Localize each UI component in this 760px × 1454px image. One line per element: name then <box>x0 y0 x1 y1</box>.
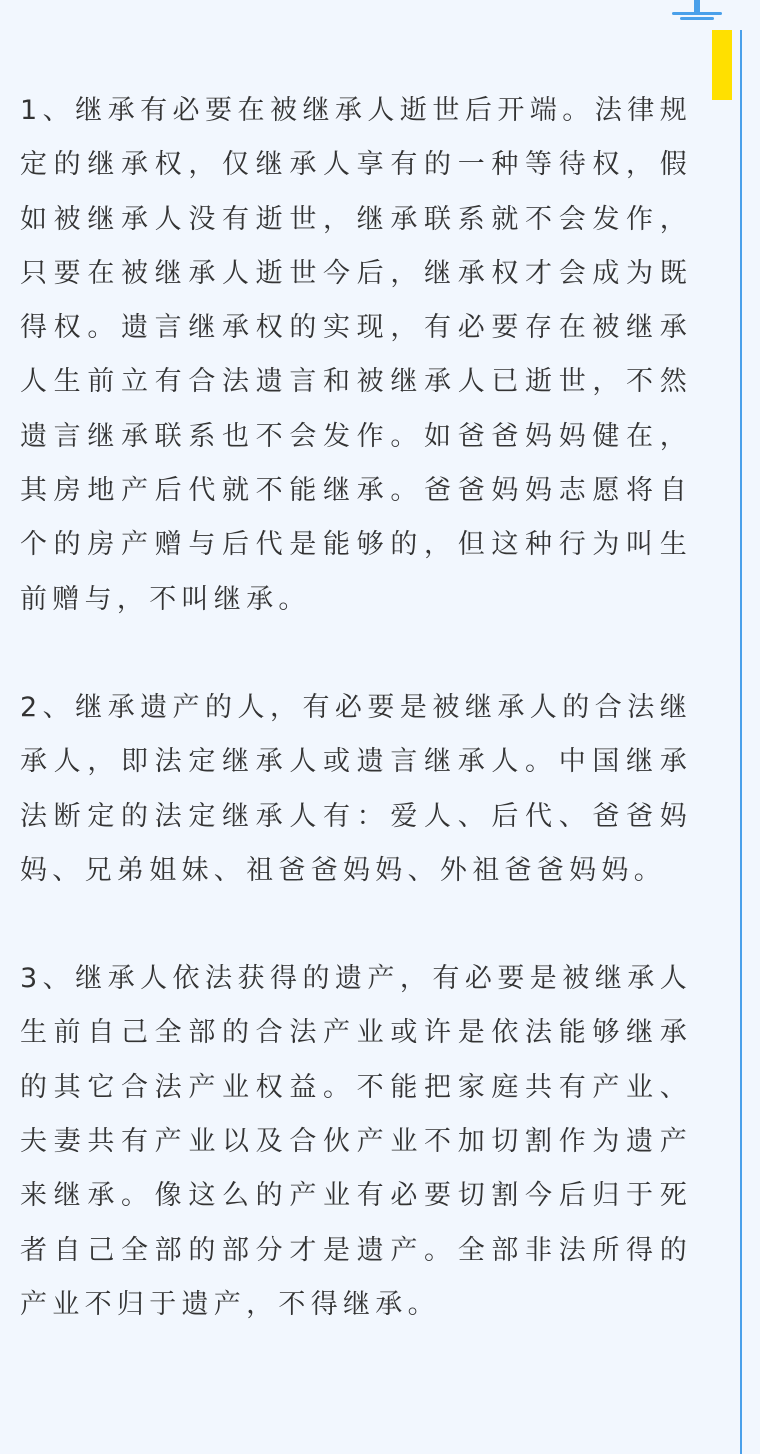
top-ornament <box>668 0 726 22</box>
right-border-line <box>740 30 742 1454</box>
article-body <box>20 84 692 1386</box>
paragraph-1: 1、继承有必要在被继承人逝世后开端。法律规定的继承权，仅继承人享有的一种等待权，假如被继承人没有逝世，继承联系就不会发作，只要在被继承人逝世今后，继承权才会成为既得权。遗言继承权的实现，有必要存在被继承人生前立有合法遗言和被继承人已逝世，不然遗言继承联系也不会发作。如爸爸妈妈健在，其房地产后代就不能继承。爸爸妈妈志愿将自个的房产赠与后代是能够的，但这种行为叫生前赠与，不叫继承。 <box>20 95 692 615</box>
paragraph-3: 3、继承人依法获得的遗产，有必要是被继承人生前自己全部的合法产业或许是依法能够继承的其它合法产业权益。不能把家庭共有产业、夫妻共有产业以及合伙产业不加切割作为遗产来继承。像这么的产业有必要切割今后归于死者自己全部的部分才是遗产。全部非法所得的产业不归于遗产，不得继承。 <box>20 963 692 1320</box>
paragraph-2: 2、继承遗产的人，有必要是被继承人的合法继承人，即法定继承人或遗言继承人。中国继承法断定的法定继承人有：爱人、后代、爸爸妈妈、兄弟姐妹、祖爸爸妈妈、外祖爸爸妈妈。 <box>20 691 692 886</box>
yellow-accent-bar <box>712 30 732 100</box>
